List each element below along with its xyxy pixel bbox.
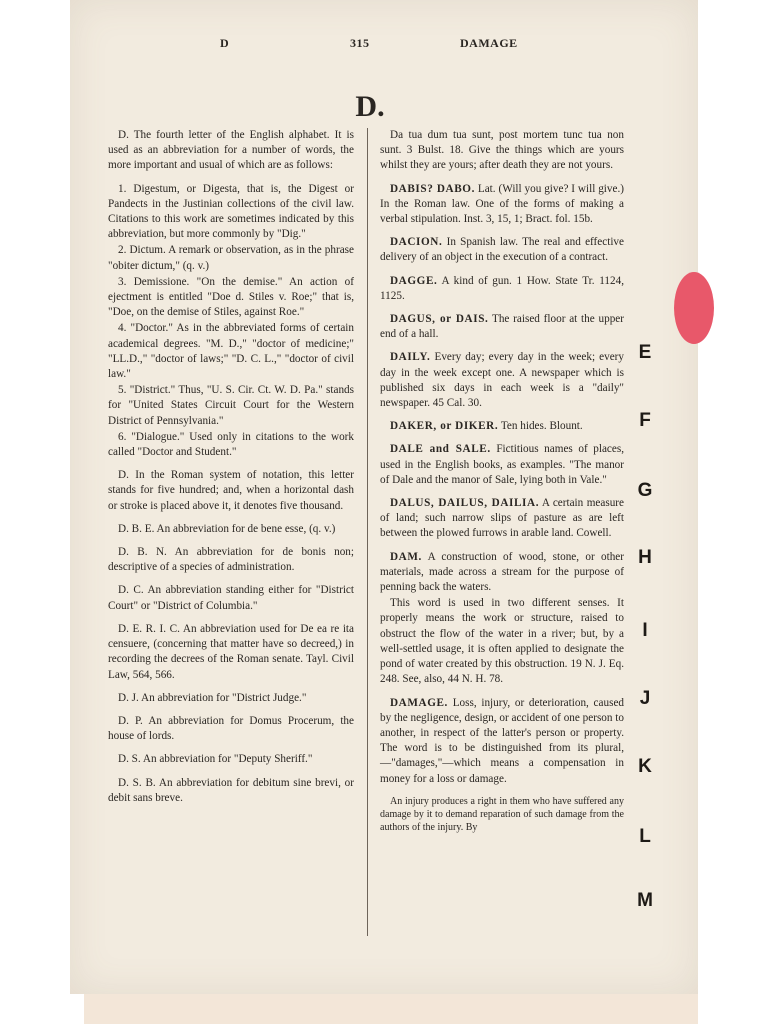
entry-text: 1. Digestum, or Digesta, that is, the Digest or Pandects in the Justinian collections of the civil law. Citations to this work are sometimes indicated by this abbreviation, but more commonly by "Dig." bbox=[108, 182, 354, 241]
entry-text: This word is used in two different senses. It properly means the work or structure, raised to obstruct the flow of the water in a river; but, by a well-settled usage, it is often applied to designate the pond of water created by this obstruction. 19 N. J. Eq. 248. See, also, 44 N. H. 78. bbox=[380, 597, 624, 686]
dictionary-entry bbox=[108, 383, 354, 429]
entry-text: Da tua dum tua sunt, post mortem tunc tua non sunt. 3 Bulst. 18. Give the things which are yours whilst they are yours; after death they are not yours. bbox=[380, 129, 624, 172]
dictionary-entry bbox=[108, 776, 354, 806]
dictionary-entry bbox=[380, 496, 624, 542]
entry-term: DAILY. bbox=[390, 351, 431, 364]
entry-term: DALUS, DAILUS, DAILIA. bbox=[390, 497, 540, 510]
entry-term: DALE and SALE. bbox=[390, 443, 491, 456]
entry-text: D. In the Roman system of notation, this letter stands for five hundred; and, when a horizontal dash or stroke is placed above it, it denotes five thousand. bbox=[108, 469, 354, 512]
dictionary-entry bbox=[380, 550, 624, 596]
entry-text: D. S. B. An abbreviation for debitum sine brevi, or debit sans breve. bbox=[108, 776, 354, 804]
entry-text: Lat. (Will you give? I will give.) In the Roman law. One of the forms of making a verbal stipulation. Inst. 3, 15, 1; Bract. fol. 15b. bbox=[380, 182, 624, 226]
thumb-index-letter: F bbox=[639, 410, 651, 431]
thumb-index-letter: I bbox=[642, 620, 648, 641]
dictionary-entry bbox=[380, 596, 624, 687]
entry-term: DAKER, or DIKER. bbox=[390, 420, 499, 433]
entry-text: D. The fourth letter of the English alphabet. It is used as an abbreviation for a number of words, the more important and usual of which are as follows: bbox=[108, 129, 354, 172]
entry-text: D. B. N. An abbreviation for de bonis non; descriptive of a species of administration. bbox=[108, 546, 354, 574]
entry-text: 2. Dictum. A remark or observation, as in the phrase "obiter dictum," (q. v.) bbox=[108, 244, 354, 272]
dictionary-entry bbox=[380, 128, 624, 174]
dictionary-entry bbox=[108, 430, 354, 460]
entry-text: D. P. An abbreviation for Domus Procerum, the house of lords. bbox=[108, 714, 354, 743]
entry-term: DABIS? DABO. bbox=[390, 182, 475, 195]
thumb-index-letter: M bbox=[637, 890, 653, 911]
entry-text: Fictitious names of places, used in the English books, as examples. "The manor of Dale and the manor of Sale, lying both in Vale." bbox=[380, 443, 625, 486]
dictionary-entry bbox=[380, 442, 624, 488]
entry-term: DAGUS, or DAIS. bbox=[390, 313, 489, 326]
entry-text: D. J. An abbreviation for "District Judge." bbox=[118, 691, 307, 704]
entry-term: DACION. bbox=[390, 236, 443, 249]
dictionary-entry bbox=[108, 522, 354, 537]
thumb-index-letter: K bbox=[638, 756, 652, 777]
dictionary-entry bbox=[108, 545, 354, 575]
dictionary-entry bbox=[380, 795, 624, 834]
page-number: 315 bbox=[350, 36, 370, 50]
thumb-index-letter: G bbox=[637, 480, 653, 501]
entry-text: 5. "District." Thus, "U. S. Cir. Ct. W. D. Pa." stands for "United States Circuit Court for the Western District of Pennsylvania." bbox=[108, 384, 354, 427]
dictionary-entry bbox=[108, 691, 354, 706]
entry-text: A certain measure of land; such narrow slips of pasture as are left between the plowed furrows in arable land. Cowell. bbox=[380, 497, 624, 540]
column-divider bbox=[367, 128, 368, 936]
dictionary-entry bbox=[380, 274, 624, 304]
entry-text: Loss, injury, or deterioration, caused by the negligence, design, or accident of one person to another, in respect of the latter's person or property. The word is to be distinguished from its plural,—"damages,"—which means a compensation in money for a loss or damage. bbox=[380, 696, 624, 785]
entry-text: A kind of gun. 1 How. State Tr. 1124, 1125. bbox=[380, 274, 624, 302]
dictionary-entry bbox=[108, 182, 354, 243]
dictionary-entry bbox=[108, 714, 354, 744]
header-left-letter: D bbox=[220, 36, 230, 50]
running-header bbox=[70, 36, 698, 54]
thumb-index-letter: E bbox=[638, 342, 652, 363]
dictionary-entry bbox=[108, 128, 354, 174]
entry-term: DAM. bbox=[390, 550, 422, 563]
entry-text: An injury produces a right in them who have suffered any damage by it to demand reparation of such damage from the authors of the injury. By bbox=[380, 795, 624, 833]
entry-text: 3. Demissione. "On the demise." An action of ejectment is entitled "Doe d. Stiles v. Roe;" that is, "Doe, on the demise of Stiles, against Roe." bbox=[108, 275, 354, 319]
dictionary-entry bbox=[108, 243, 354, 273]
entry-text: D. B. E. An abbreviation for de bene esse, (q. v.) bbox=[118, 522, 336, 535]
entry-text: Ten hides. Blount. bbox=[498, 420, 583, 433]
dictionary-entry bbox=[380, 182, 624, 228]
letter-heading: D. bbox=[355, 90, 385, 123]
thumb-index-letter: H bbox=[638, 547, 652, 568]
dictionary-entry bbox=[380, 350, 624, 411]
entry-text: 6. "Dialogue." Used only in citations to the work called "Doctor and Student." bbox=[108, 430, 354, 459]
entry-term: DAMAGE. bbox=[390, 696, 448, 709]
left-column bbox=[108, 128, 354, 814]
entry-text: Every day; every day in the week; every day in the week except one. A newspaper which is published six days in each week is a "daily" newspaper. 45 Cal. 30. bbox=[380, 351, 624, 410]
entry-text: D. C. An abbreviation standing either for "District Court" or "District of Columbia." bbox=[108, 584, 354, 612]
dictionary-entry bbox=[108, 275, 354, 321]
entry-text: In Spanish law. The real and effective delivery of an object in the execution of a contract. bbox=[380, 236, 624, 264]
entry-text: 4. "Doctor." As in the abbreviated forms of certain academical degrees. "M. D.," "doctor of medicine;" "LL.D.," "doctor of laws;" "D. C. L.," "doctor of civil law." bbox=[108, 322, 354, 381]
dictionary-entry bbox=[108, 583, 354, 613]
dictionary-entry bbox=[380, 235, 624, 265]
red-tab-marker bbox=[674, 272, 714, 344]
thumb-index-letter: J bbox=[639, 688, 651, 709]
entry-text: D. S. An abbreviation for "Deputy Sheriff." bbox=[118, 753, 313, 766]
dictionary-entry bbox=[380, 312, 624, 342]
header-right-word: DAMAGE bbox=[460, 36, 518, 50]
dictionary-entry bbox=[108, 622, 354, 683]
dictionary-entry bbox=[108, 752, 354, 767]
entry-text: D. E. R. I. C. An abbreviation used for De ea re ita censuere, (concerning that matter have so decreed,) in recording the decrees of the Roman senate. Tayl. Civil Law, 564, 566. bbox=[108, 622, 354, 681]
dictionary-entry bbox=[108, 468, 354, 514]
entry-text: The raised floor at the upper end of a hall. bbox=[380, 313, 624, 341]
entry-term: DAGGE. bbox=[390, 274, 438, 287]
dictionary-entry bbox=[380, 696, 624, 787]
right-column bbox=[380, 128, 624, 842]
dictionary-entry bbox=[108, 321, 354, 382]
entry-text: A construction of wood, stone, or other materials, made across a stream for the purpose of penning back the waters. bbox=[380, 550, 624, 594]
page-bottom-edge bbox=[84, 994, 698, 1024]
dictionary-entry bbox=[380, 419, 624, 434]
thumb-index-letter: L bbox=[639, 826, 651, 847]
